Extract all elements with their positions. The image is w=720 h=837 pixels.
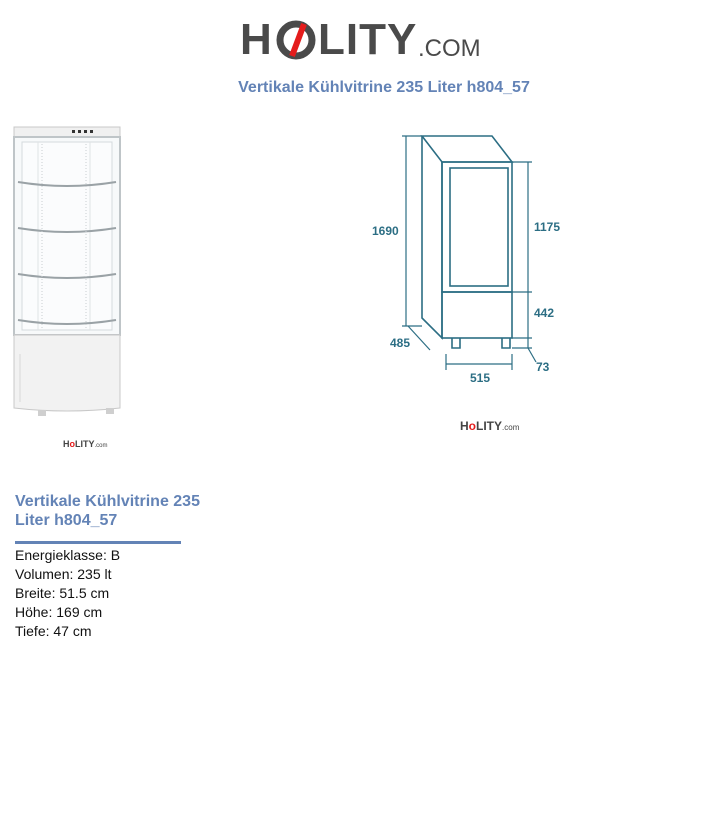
logo-suffix: .COM [418,35,481,62]
page-title: Vertikale Kühlvitrine 235 Liter h804_57 [238,79,530,96]
dim-height-top: 1175 [534,220,561,234]
drawing-watermark-letter-h: H [460,419,469,433]
dimension-drawing [366,126,576,388]
watermark-letters-lity: LITY [75,439,95,449]
site-logo[interactable] [240,14,485,66]
product-title [15,492,225,530]
drawing-watermark-letters-lity: LITY [476,419,503,433]
product-title-line1: Vertikale Kühlvitrine 235 [15,493,200,510]
dim-height-bottom: 442 [534,306,555,320]
watermark-letter-h: H [63,439,70,449]
spec-volume: Volumen: 235 lt [15,566,112,582]
dim-width: 515 [470,371,491,385]
product-title-line2: Liter h804_57 [15,512,118,529]
dim-height-total: 1690 [372,224,399,238]
logo-letter-h: H [240,15,273,64]
photo-watermark-logo: HoLITY.com [63,439,108,449]
dim-feet: 73 [536,360,550,374]
drawing-watermark-logo: HoLITY.com [460,419,520,433]
dim-depth: 485 [390,336,411,350]
logo-mark-icon [276,20,316,60]
title-divider [15,541,181,544]
spec-energy-class: Energieklasse: B [15,547,121,563]
spec-list [15,546,120,641]
logo-letters-lity: LITY [318,15,418,64]
spec-height: Höhe: 169 cm [15,604,103,620]
drawing-watermark-suffix: .com [502,423,520,432]
spec-width: Breite: 51.5 cm [15,585,110,601]
product-photo [8,124,126,424]
watermark-suffix: .com [94,443,108,449]
spec-depth: Tiefe: 47 cm [15,623,92,639]
